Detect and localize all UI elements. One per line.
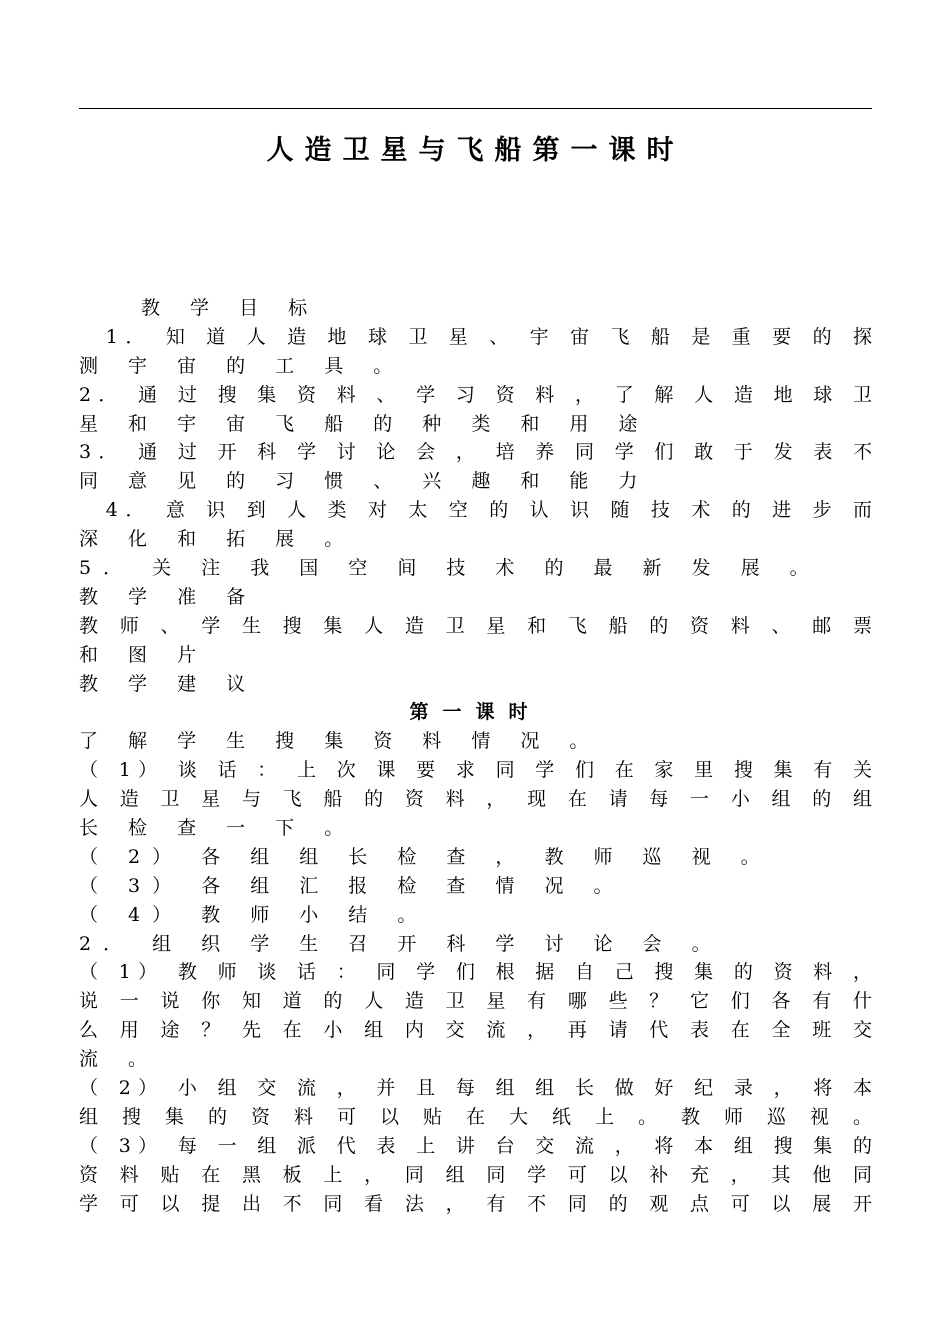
text-line: （ 2） 小 组 交 流 ， 并 且 每 组 组 长 做 好 纪 录 ， 将 本 <box>79 1077 872 1100</box>
text-line: （ 1） 教 师 谈 话 ： 同 学 们 根 据 自 己 搜 集 的 资 料 ， <box>79 961 872 984</box>
text-line: 深 化 和 拓 展 。 <box>79 528 356 551</box>
text-line: 同 意 见 的 习 惯 、 兴 趣 和 能 力 <box>79 470 650 493</box>
text-line: （ 1） 谈 话 ： 上 次 课 要 求 同 学 们 在 家 里 搜 集 有 关 <box>79 759 872 782</box>
text-line: （ 4） 教 师 小 结 。 <box>79 903 429 926</box>
header-rule <box>79 108 872 109</box>
text-line: 学 可 以 提 出 不 同 看 法 ， 有 不 同 的 观 点 可 以 展 开 <box>79 1192 872 1215</box>
text-line: 流 。 <box>79 1048 160 1071</box>
text-line: 和 图 片 <box>79 643 209 666</box>
text-line: （ 3） 各 组 汇 报 检 查 情 况 。 <box>79 874 625 897</box>
text-line: 教 师 、 学 生 搜 集 人 造 卫 星 和 飞 船 的 资 料 、 邮 票 <box>79 614 872 637</box>
text-line: （ 2） 各 组 组 长 检 查 ， 教 师 巡 视 。 <box>79 845 772 868</box>
document-title: 人造卫星与飞船第一课时 <box>266 135 685 166</box>
text-line: 4． 意 识 到 人 类 对 太 空 的 认 识 随 技 术 的 进 步 而 <box>79 499 872 522</box>
text-line: 说 一 说 你 知 道 的 人 造 卫 星 有 哪 些 ？ 它 们 各 有 什 <box>79 990 872 1013</box>
text-line: 人 造 卫 星 与 飞 船 的 资 料 ， 现 在 请 每 一 小 组 的 组 <box>79 788 872 811</box>
text-line: 教 学 建 议 <box>79 672 258 695</box>
text-line: 星 和 宇 宙 飞 船 的 种 类 和 用 途 <box>79 412 650 435</box>
text-line: 了 解 学 生 搜 集 资 料 情 况 。 <box>79 730 601 753</box>
text-line: 3． 通 过 开 科 学 讨 论 会 ， 培 养 同 学 们 敢 于 发 表 不 <box>79 441 872 464</box>
document-body <box>79 294 872 1219</box>
text-line: 长 检 查 一 下 。 <box>79 817 356 840</box>
text-line: 教 学 准 备 <box>79 585 258 608</box>
text-line: 2． 组 织 学 生 召 开 科 学 讨 论 会 。 <box>79 932 723 955</box>
text-line: 资 料 贴 在 黑 板 上 ， 同 组 同 学 可 以 补 充 ， 其 他 同 <box>79 1163 872 1186</box>
section-heading: 第一课时 <box>409 701 542 724</box>
text-line: 组 搜 集 的 资 料 可 以 贴 在 大 纸 上 。 教 师 巡 视 。 <box>79 1105 872 1128</box>
text-line: 教 学 目 标 <box>79 297 320 319</box>
text-line: （ 3） 每 一 组 派 代 表 上 讲 台 交 流 ， 将 本 组 搜 集 的 <box>79 1134 872 1157</box>
text-line: 2． 通 过 搜 集 资 料 、 学 习 资 料 ， 了 解 人 造 地 球 卫 <box>79 383 872 406</box>
text-line: 测 宇 宙 的 工 具 。 <box>79 354 405 377</box>
text-line: 1． 知 道 人 造 地 球 卫 星 、 宇 宙 飞 船 是 重 要 的 探 <box>79 325 872 348</box>
text-line: 么 用 途 ？ 先 在 小 组 内 交 流 ， 再 请 代 表 在 全 班 交 <box>79 1019 872 1042</box>
text-line: 5． 关 注 我 国 空 间 技 术 的 最 新 发 展 。 <box>79 557 821 580</box>
